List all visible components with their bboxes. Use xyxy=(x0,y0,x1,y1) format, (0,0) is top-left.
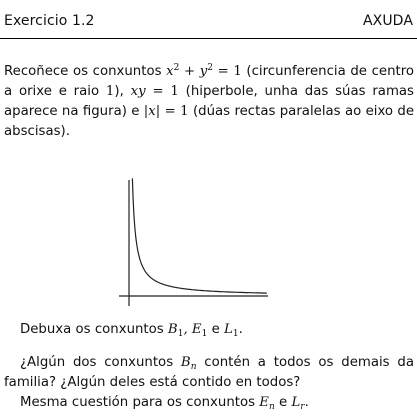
hyperbola-branch xyxy=(132,178,266,293)
help-link[interactable]: AXUDA xyxy=(362,13,413,29)
question-1-set: $B_n$ xyxy=(180,355,197,372)
question-2-text-1: Mesma cuestión para os conxuntos xyxy=(20,395,260,410)
question-1-paragraph xyxy=(4,353,414,393)
task-text-1: Debuxa os conxuntos xyxy=(20,322,168,337)
circle-equation: $x^2 + y^2 = 1$ xyxy=(166,63,242,79)
task-text-2: . xyxy=(238,322,243,337)
intro-text-4: (hiperbole, unha das súas ramas aparece na figura) e xyxy=(4,84,414,119)
task-paragraph xyxy=(20,320,417,340)
question-2-text-2: . xyxy=(304,395,309,410)
question-2-paragraph xyxy=(20,393,417,413)
intro-text-2: (circunferencia de centro a orixe e raio xyxy=(4,64,415,99)
question-1-text-2: contén a todos os demais da familia? ¿Algún deles está contido en todos? xyxy=(4,355,414,390)
radius-value: 1 xyxy=(105,84,115,99)
lines-equation: |x| = 1 xyxy=(143,104,189,119)
task-sets: $B_1$, $E_1$ e $L_1$ xyxy=(167,322,239,339)
intro-text-1: Recoñece os conxuntos xyxy=(4,64,167,79)
exercise-title: Exercicio 1.2 xyxy=(4,13,95,29)
hyperbola-equation: xy = 1 xyxy=(130,84,179,99)
intro-text-5: (dúas rectas paralelas ao eixo de abscisas). xyxy=(4,104,415,139)
question-2-sets: $E_n$ e $L_r$ xyxy=(259,395,305,412)
question-1-text-1: ¿Algún dos conxuntos xyxy=(20,355,181,370)
intro-text-3: ), xyxy=(114,84,131,99)
